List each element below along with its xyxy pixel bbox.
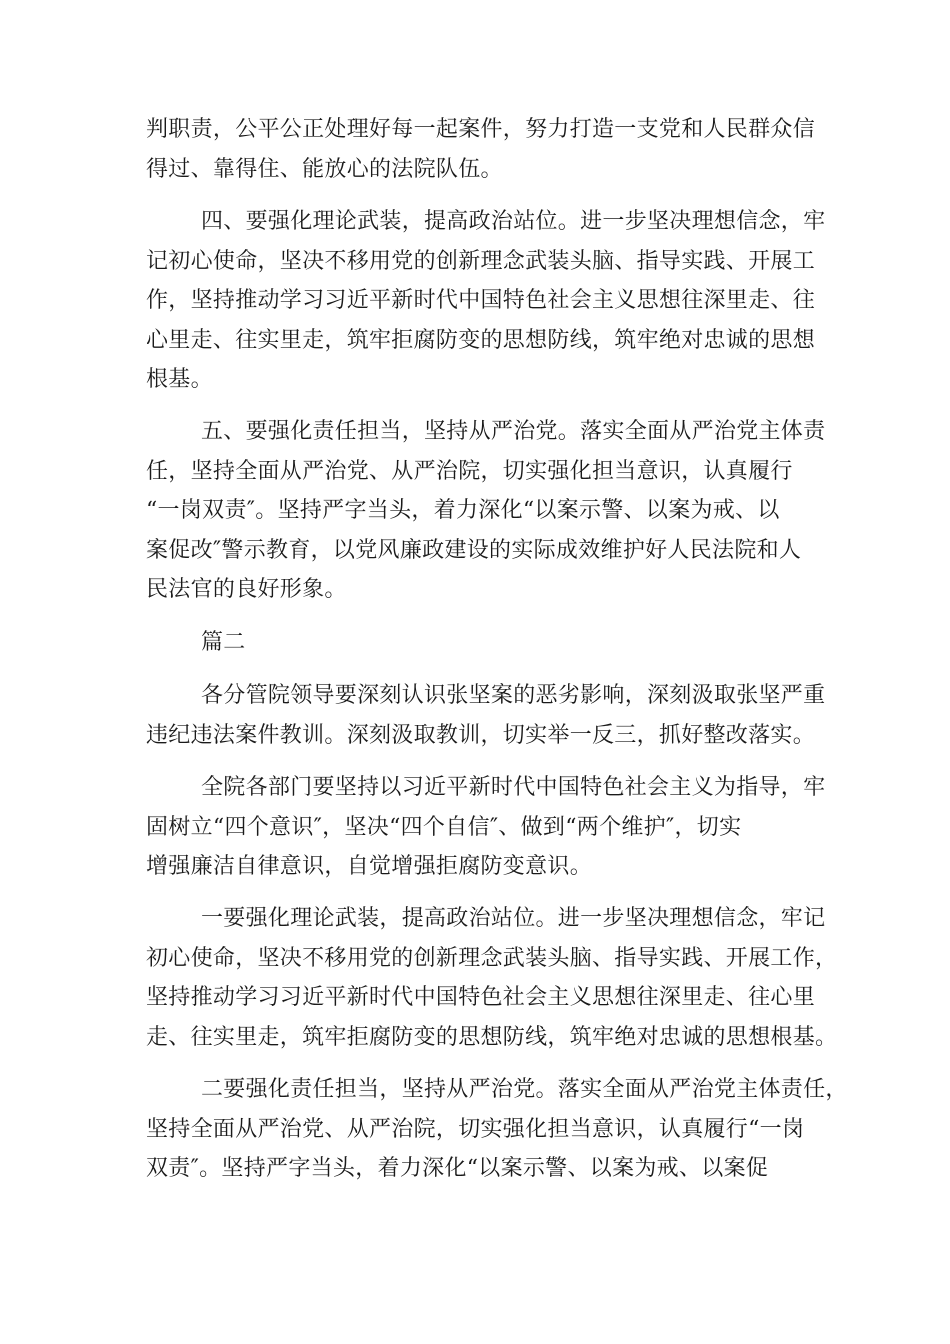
paragraph-five [146, 412, 826, 610]
paragraph-two [146, 1070, 848, 1189]
paragraph-four [146, 202, 826, 400]
text-line: 篇二 [201, 630, 246, 655]
text-line: 二要强化责任担当，坚持从严治党。落实全面从严治党主体责任， [201, 1077, 848, 1102]
paragraph-departments [146, 768, 826, 887]
text-line: 坚持全面从严治党、从严治院，切实强化担当意识，认真履行“一岗 [146, 1116, 805, 1142]
text-line: 初心使命，坚决不移用党的创新理念武装头脑、指导实践、开展工作， [146, 945, 838, 971]
text-line: 心里走、往实里走，筑牢拒腐防变的思想防线，筑牢绝对忠诚的思想 [146, 327, 816, 353]
text-line: 违纪违法案件教训。深刻汲取教训，切实举一反三，抓好整改落实。 [146, 722, 816, 748]
text-line: 各分管院领导要深刻认识张坚案的恶劣影响，深刻汲取张坚严重 [201, 683, 826, 708]
text-line: 四、要强化理论武装，提高政治站位。进一步坚决理想信念，牢 [201, 209, 826, 234]
text-line: 根基。 [146, 367, 213, 392]
text-line: 记初心使命，坚决不移用党的创新理念武装头脑、指导实践、开展工 [146, 248, 816, 274]
text-line: 得过、靠得住、能放心的法院队伍。 [146, 156, 503, 182]
text-line: 双责″。坚持严字当头，着力深化“以案示警、以案为戒、以案促 [146, 1156, 769, 1181]
text-line: 走、往实里走，筑牢拒腐防变的思想防线，筑牢绝对忠诚的思想根基。 [146, 1024, 838, 1050]
section-heading-part-two [146, 623, 826, 663]
text-line: “一岗双责″。坚持严字当头，着力深化“以案示警、以案为戒、以 [146, 498, 780, 523]
paragraph-leaders [146, 676, 826, 755]
text-line: 一要强化理论武装，提高政治站位。进一步坚决理想信念，牢记 [201, 906, 826, 931]
text-line: 案促改″警示教育，以党风廉政建设的实际成效维护好人民法院和人 [146, 537, 802, 563]
text-line: 五、要强化责任担当，坚持从严治党。落实全面从严治党主体责 [201, 419, 826, 444]
text-line: 全院各部门要坚持以习近平新时代中国特色社会主义为指导，牢 [201, 775, 826, 800]
text-line: 作，坚持推动学习习近平新时代中国特色社会主义思想往深里走、往 [146, 288, 816, 313]
text-line: 坚持推动学习习近平新时代中国特色社会主义思想往深里走、往心里 [146, 985, 816, 1010]
text-line: 固树立“四个意识″，坚决“四个自信″、做到“两个维护″，切实 [146, 814, 742, 840]
text-line: 民法官的良好形象。 [146, 577, 347, 602]
text-line: 任，坚持全面从严治党、从严治院，切实强化担当意识，认真履行 [146, 458, 793, 484]
text-line: 判职责，公平公正处理好每一起案件，努力打造一支党和人民群众信 [146, 117, 816, 142]
text-line: 增强廉洁自律意识，自觉增强拒腐防变意识。 [146, 854, 593, 879]
paragraph-one [146, 899, 838, 1057]
paragraph-continuation [146, 110, 826, 189]
